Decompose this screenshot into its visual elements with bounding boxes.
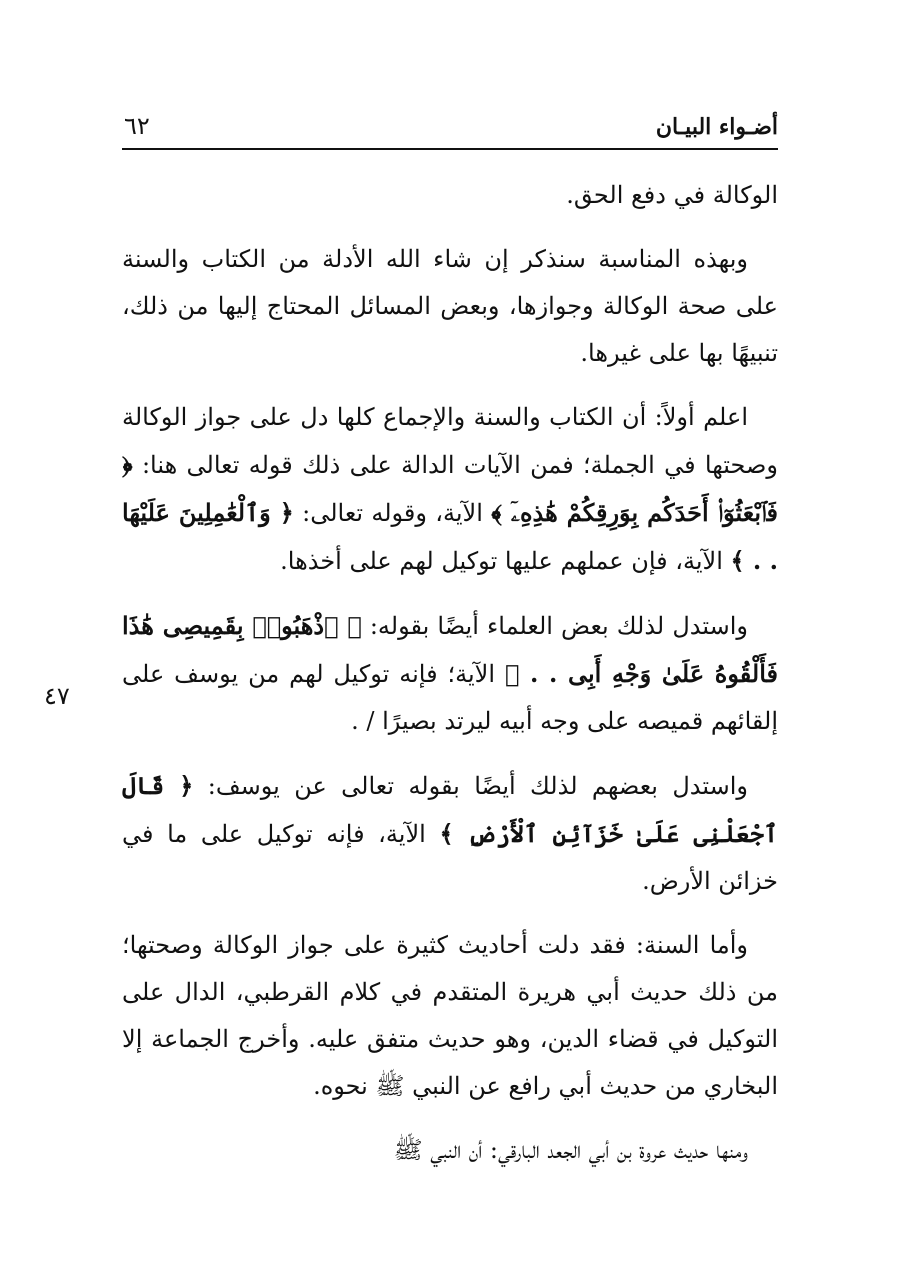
paragraph-6 xyxy=(122,922,778,1110)
paragraph-text: اعلم أولاً: أن الكتاب والسنة والإجماع كلها دل على جواز الوكالة وصحتها في الجملة؛ فمن الآيات الدالة على ذلك قوله تعالى هنا: xyxy=(122,403,778,479)
quran-verse: ﴿ ٱذْهَبُوا۟ بِقَمِيصِى هَٰذَا فَأَلْقُوهُ عَلَىٰ وَجْهِ أَبِى . . ﴾ xyxy=(122,611,778,688)
paragraph-text: وبهذه المناسبة سنذكر إن شاء الله الأدلة من الكتاب والسنة على صحة الوكالة وجوازها، وبعض المسائل المحتاج إليها من ذلك، تنبيهًا بها على غيرها. xyxy=(122,245,778,367)
paragraph-1 xyxy=(122,172,778,219)
paragraph-4 xyxy=(122,602,778,745)
paragraph-text: الآية؛ فإنه توكيل لهم من يوسف على إلقائهم قميصه على وجه أبيه ليرتد بصيرًا / . xyxy=(122,660,778,735)
paragraph-text: واستدل لذلك بعض العلماء أيضًا بقوله: xyxy=(361,612,748,640)
paragraph-text: الآية، فإن عملهم عليها توكيل لهم على أخذها. xyxy=(280,547,731,575)
quran-verse: ﴿ فَٱبْعَثُوٓا۟ أَحَدَكُم بِوَرِقِكُمْ هَٰذِهِۦٓ ﴾ xyxy=(122,450,779,527)
paragraph-text: الآية، فإنه توكيل على ما في خزائن الأرض. xyxy=(122,820,778,895)
paragraph-7 xyxy=(122,1127,778,1174)
page-header xyxy=(122,112,778,150)
page-body xyxy=(122,172,778,1191)
paragraph-text: وأما السنة: فقد دلت أحاديث كثيرة على جواز الوكالة وصحتها؛ من ذلك حديث أبي هريرة المتقدم في كلام القرطبي، الدال على التوكيل في قضاء الدين، وهو حديث متفق عليه. وأخرج الجماعة إلا البخاري من حديث أبي رافع عن النبي ﷺ نحوه. xyxy=(122,931,778,1100)
margin-page-reference: ٤٧ xyxy=(44,682,70,710)
paragraph-3 xyxy=(122,394,778,585)
paragraph-5 xyxy=(122,762,778,905)
page-number: ٦٢ xyxy=(124,112,150,140)
paragraph-text: ومنها حديث عروة بن أبي الجعد البارقي: أن النبي ﷺ xyxy=(393,1136,748,1164)
quran-verse: ﴿ وَٱلْعَٰمِلِينَ عَلَيْهَا . . ﴾ xyxy=(122,498,778,575)
running-title: أضـواء البيـان xyxy=(655,114,778,140)
paragraph-2 xyxy=(122,236,778,377)
paragraph-text: الآية، وقوله تعالى: xyxy=(293,499,492,527)
paragraph-text: واستدل بعضهم لذلك أيضًا بقوله تعالى عن يوسف: xyxy=(193,772,748,800)
quran-verse: ﴿ قَالَ ٱجْعَلْنِى عَلَىٰ خَزَآئِنِ ٱلْأَرْضِ ﴾ xyxy=(122,771,779,848)
paragraph-text: الوكالة في دفع الحق. xyxy=(566,181,778,209)
